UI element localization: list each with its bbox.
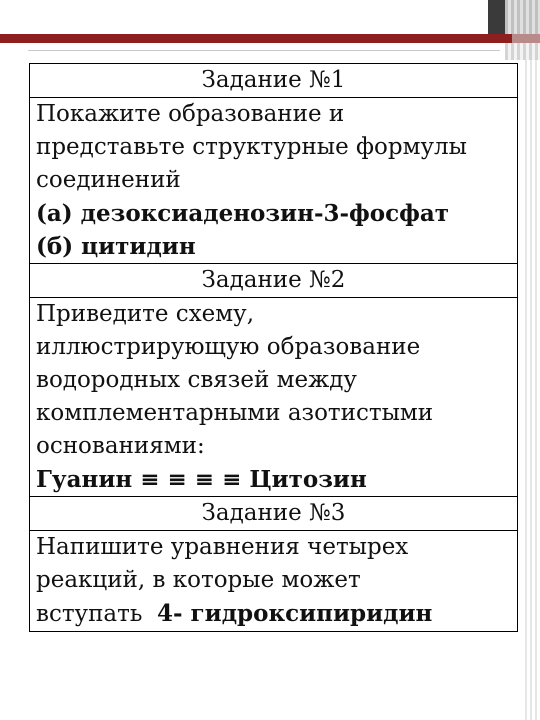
task-3-body: [30, 531, 518, 632]
task-2-line-4: комплементарными азотистыми: [36, 400, 434, 426]
task-2-line-5: основаниями:: [36, 433, 205, 459]
task-2-body: [30, 298, 518, 497]
task-1-compound-a: (а) дезоксиаденозин-3-фосфат: [36, 200, 450, 227]
accent-bar: [0, 34, 512, 43]
task-1-line-2: представьте структурные формулы: [36, 134, 467, 160]
task-3-line-1: Напишите уравнения четырех: [36, 534, 409, 560]
side-stripes: [525, 60, 540, 720]
accent-bar-end: [512, 34, 540, 43]
task-2-body-row: [30, 298, 518, 497]
task-2-line-2: иллюстрирующую образование: [36, 334, 421, 360]
task-1-body-row: [30, 98, 518, 264]
task-3-line-3: [36, 597, 511, 631]
task-1-compound-b: (б) цитидин: [36, 233, 196, 260]
task-2-title: Задание №2: [30, 264, 518, 298]
task-3-line-3-prefix: вступать: [36, 601, 157, 627]
corner-stripes: [505, 0, 540, 60]
task-2-line-3: водородных связей между: [36, 367, 357, 393]
task-1-line-3: соединений: [36, 167, 181, 193]
task-1-body: [30, 98, 518, 264]
divider-line: [28, 50, 500, 51]
task-3-line-2: реакций, в которые может: [36, 567, 361, 593]
task-1-header-row: [30, 64, 518, 98]
task-1-title: Задание №1: [30, 64, 518, 98]
task-3-compound: 4- гидроксипиридин: [157, 600, 433, 627]
task-2-line-1: Приведите схему,: [36, 301, 255, 327]
task-2-pairing: Гуанин ≡ ≡ ≡ ≡ Цитозин: [36, 466, 367, 493]
task-1-line-1: Покажите образование и: [36, 101, 345, 127]
task-3-body-row: [30, 531, 518, 632]
task-2-header-row: [30, 264, 518, 298]
tasks-table: [29, 63, 518, 632]
task-3-header-row: [30, 497, 518, 531]
task-3-title: Задание №3: [30, 497, 518, 531]
